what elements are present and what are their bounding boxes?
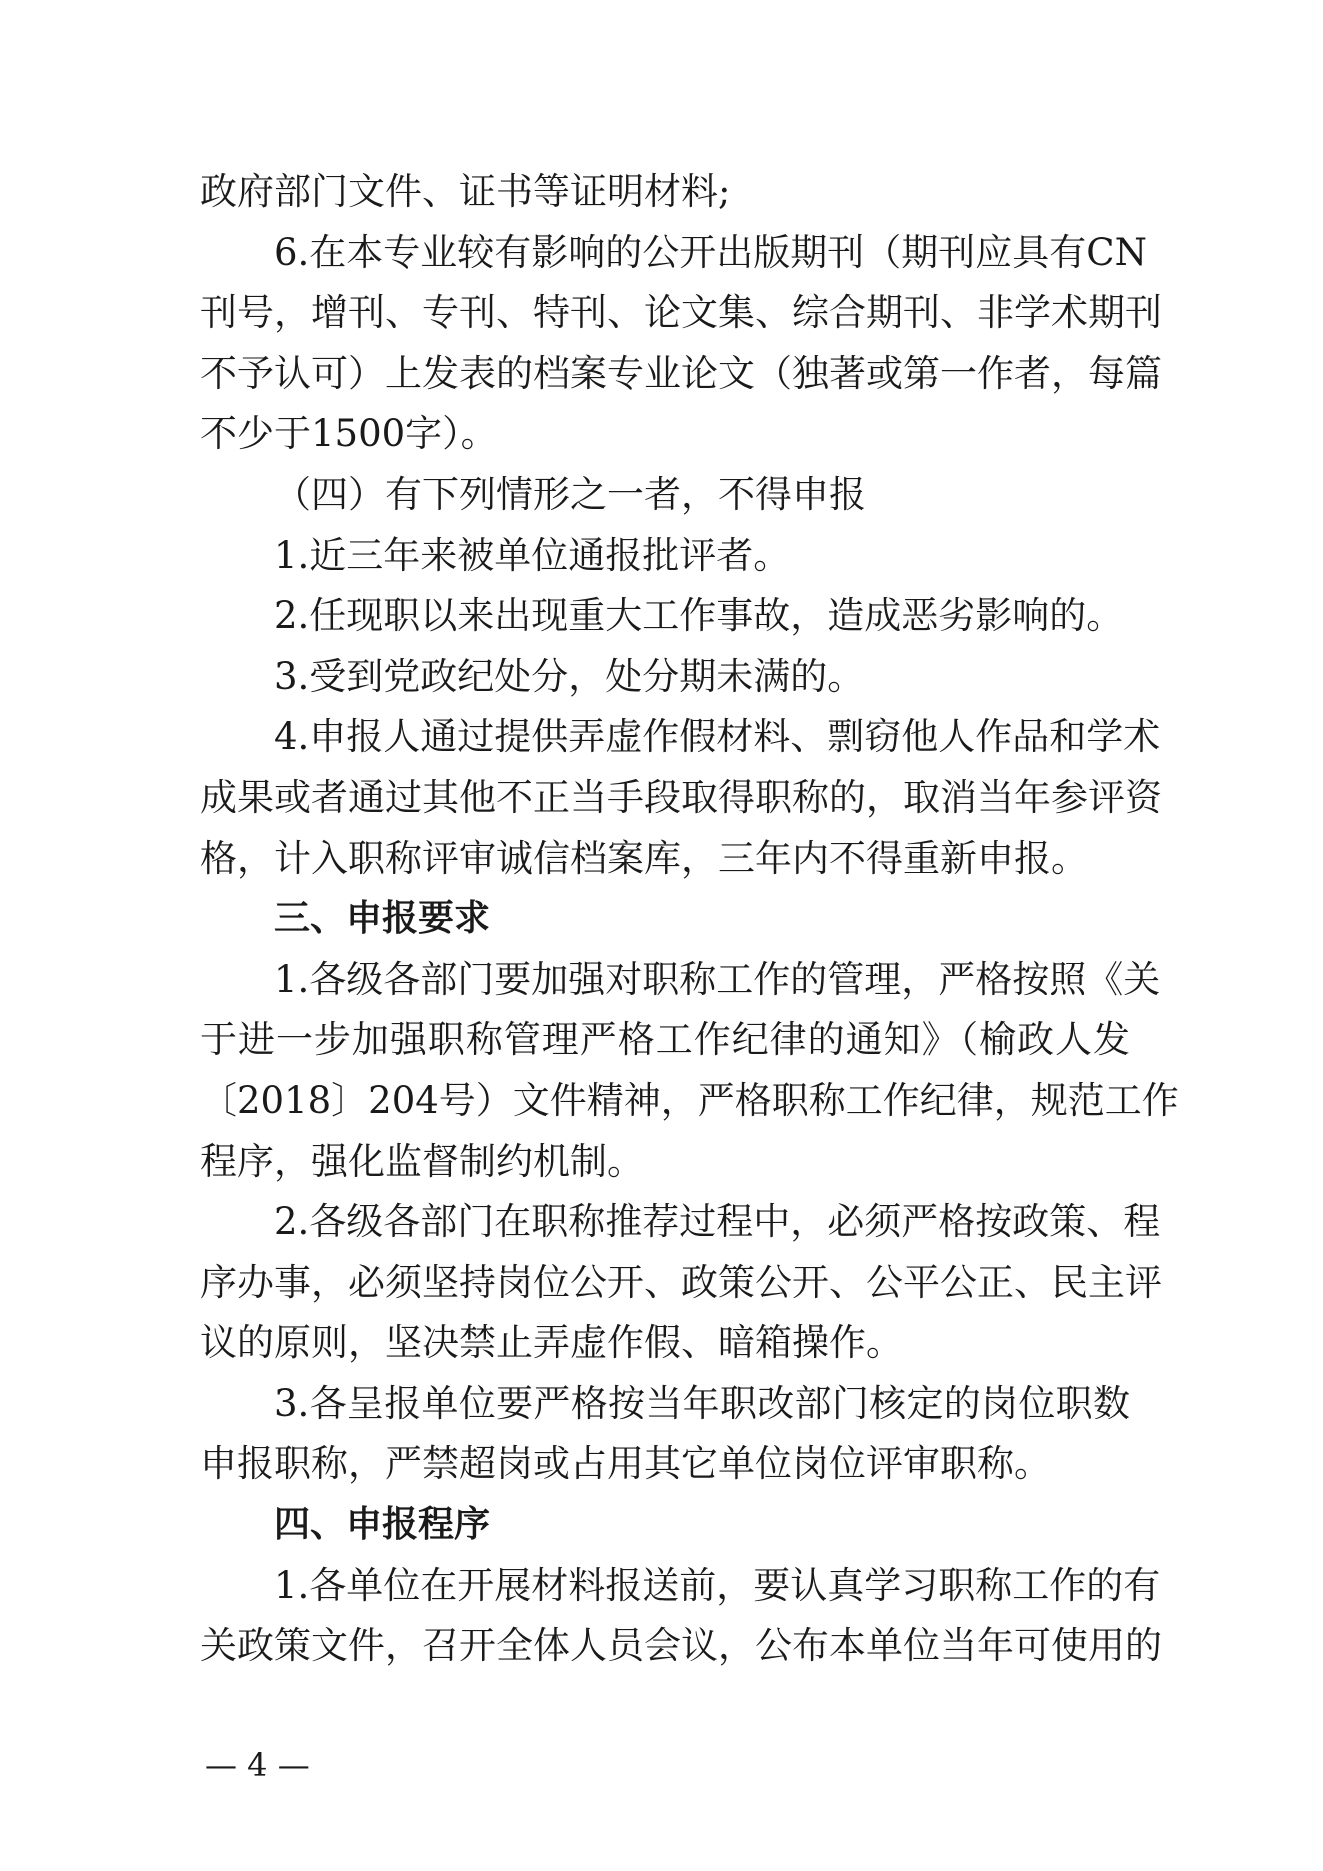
- page-number: — 4 —: [205, 1746, 310, 1784]
- paragraph-line: 政府部门文件、证书等证明材料;: [200, 170, 731, 213]
- paragraph-line: 3.受到党政纪处分，处分期未满的。: [274, 654, 865, 698]
- subsection-heading: （四）有下列情形之一者，不得申报: [274, 472, 866, 516]
- paragraph-line: 刊号，增刊、专刊、特刊、论文集、综合期刊、非学术期刊: [200, 291, 1162, 335]
- paragraph-line: 议的原则，坚决禁止弄虚作假、暗箱操作。: [200, 1321, 903, 1365]
- paragraph-line: 1.各级各部门要加强对职称工作的管理，严格按照《关: [274, 957, 1161, 1001]
- paragraph-line: 1.近三年来被单位通报批评者。: [274, 533, 791, 577]
- paragraph-line: 4.申报人通过提供弄虚作假材料、剽窃他人作品和学术: [274, 715, 1161, 759]
- paragraph-line: 序办事，必须坚持岗位公开、政策公开、公平公正、民主评: [200, 1260, 1162, 1304]
- document-body: [200, 162, 1179, 1677]
- section-heading: 四、申报程序: [274, 1504, 491, 1546]
- paragraph-line: 申报职称，严禁超岗或占用其它单位岗位评审职称。: [200, 1442, 1051, 1486]
- paragraph-line: 不予认可）上发表的档案专业论文（独著或第一作者，每篇: [200, 351, 1162, 395]
- paragraph-line: 格，计入职称评审诚信档案库，三年内不得重新申报。: [200, 836, 1088, 880]
- paragraph-line: 6.在本专业较有影响的公开出版期刊（期刊应具有CN: [274, 230, 1147, 274]
- paragraph-line: 成果或者通过其他不正当手段取得职称的，取消当年参评资: [200, 775, 1162, 819]
- paragraph-line: 于进一步加强职称管理严格工作纪律的通知》（榆政人发: [200, 1018, 1130, 1062]
- paragraph-line: 2.各级各部门在职称推荐过程中，必须严格按政策、程: [274, 1200, 1161, 1244]
- paragraph-line: 〔2018〕204号）文件精神，严格职称工作纪律，规范工作: [200, 1078, 1179, 1122]
- paragraph-line: 不少于1500字）。: [200, 412, 498, 456]
- paragraph-line: 2.任现职以来出现重大工作事故，造成恶劣影响的。: [274, 594, 1124, 638]
- section-heading: 三、申报要求: [274, 898, 491, 940]
- paragraph-line: 关政策文件，召开全体人员会议，公布本单位当年可使用的: [200, 1624, 1162, 1668]
- paragraph-line: 程序，强化监督制约机制。: [200, 1139, 644, 1183]
- paragraph-line: 3.各呈报单位要严格按当年职改部门核定的岗位职数: [274, 1381, 1130, 1425]
- paragraph-line: 1.各单位在开展材料报送前，要认真学习职称工作的有: [274, 1563, 1161, 1607]
